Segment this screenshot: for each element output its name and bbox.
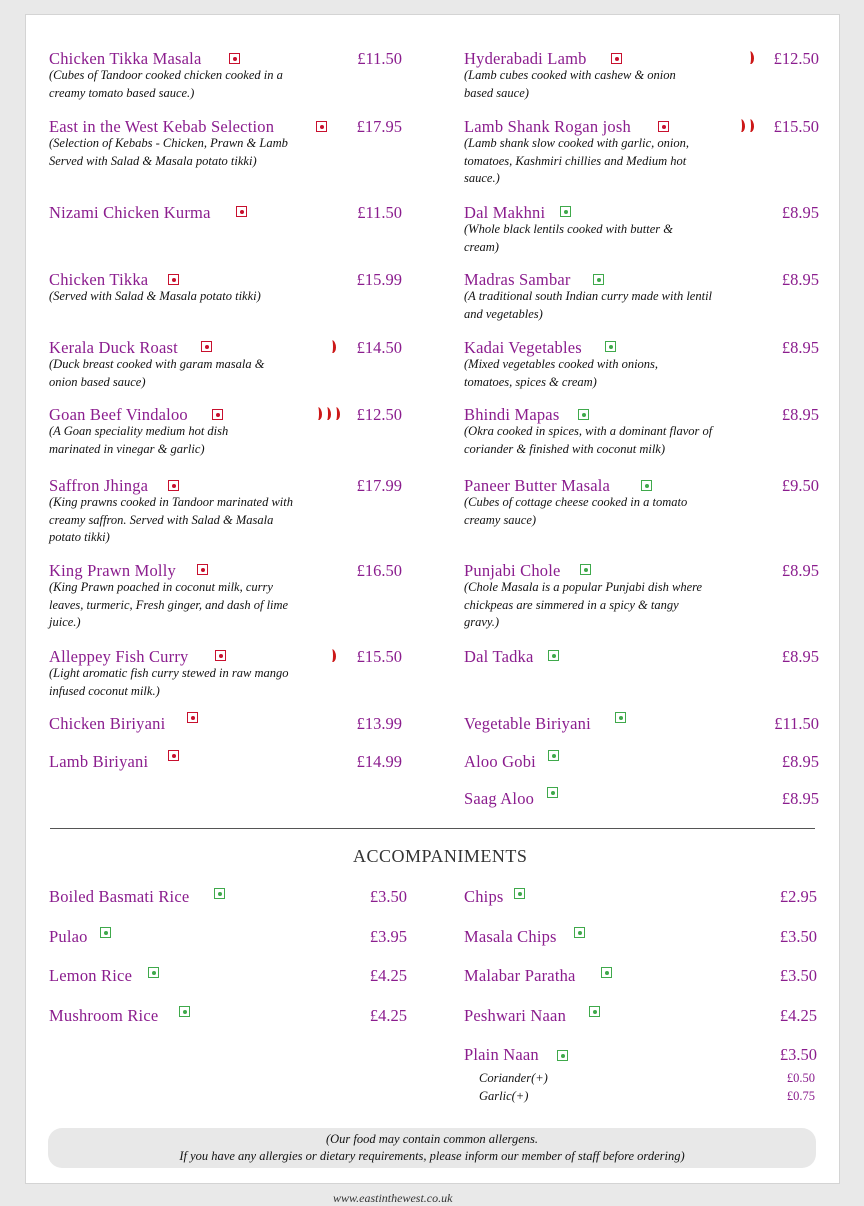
addon-name: Coriander(+) <box>479 1071 548 1085</box>
menu-item-price: £8.95 <box>781 338 819 357</box>
menu-item-description: (Selection of Kebabs - Chicken, Prawn & Lamb Served with Salad & Masala potato tikki) <box>49 136 288 168</box>
non-veg-icon <box>168 480 179 491</box>
menu-item-price: £16.50 <box>356 561 402 580</box>
menu-item-name: Punjabi Chole <box>464 561 561 580</box>
menu-item-name: Malabar Paratha <box>464 966 576 985</box>
section-divider <box>50 828 815 829</box>
menu-item-price: £8.95 <box>781 752 819 771</box>
veg-icon <box>560 206 571 217</box>
veg-icon <box>100 927 111 938</box>
menu-item-description: (King prawns cooked in Tandoor marinated with creamy saffron. Served with Salad & Masala potato tikki) <box>49 495 293 544</box>
menu-item-description: (A traditional south Indian curry made with lentil and vegetables) <box>464 289 713 321</box>
non-veg-icon <box>611 53 622 64</box>
non-veg-icon <box>201 341 212 352</box>
menu-item-description: (Okra cooked in spices, with a dominant flavor of coriander & finished with coconut milk) <box>464 424 713 456</box>
menu-item-name: Saag Aloo <box>464 789 535 808</box>
addon-name: Garlic(+) <box>479 1089 529 1103</box>
non-veg-icon <box>187 712 198 723</box>
non-veg-icon <box>236 206 247 217</box>
non-veg-icon <box>215 650 226 661</box>
menu-item-price: £12.50 <box>356 405 402 424</box>
menu-item-price: £8.95 <box>781 270 819 289</box>
menu-item-price: £8.95 <box>781 789 819 808</box>
veg-icon <box>548 650 559 661</box>
menu-item-description: (Cubes of cottage cheese cooked in a tomato creamy sauce) <box>464 495 688 527</box>
addon-price: £0.50 <box>786 1071 815 1085</box>
veg-icon <box>578 409 589 420</box>
non-veg-icon <box>168 750 179 761</box>
footer-url: www.eastinthewest.co.uk <box>333 1191 453 1205</box>
menu-item-price: £4.25 <box>779 1006 817 1025</box>
accompaniments-heading: ACCOMPANIMENTS <box>353 846 528 866</box>
veg-icon <box>557 1050 568 1061</box>
menu-item-price: £15.50 <box>773 117 819 136</box>
menu-item-name: Boiled Basmati Rice <box>49 887 190 906</box>
veg-icon <box>574 927 585 938</box>
menu-item-description: (Whole black lentils cooked with butter & cream) <box>464 222 673 254</box>
non-veg-icon <box>658 121 669 132</box>
menu-item-description: (Lamb shank slow cooked with garlic, onion, tomatoes, Kashmiri chillies and Medium hot sauce.) <box>464 136 689 185</box>
menu-item-price: £11.50 <box>774 714 819 733</box>
menu-item-name: Dal Tadka <box>464 647 534 666</box>
addon-price: £0.75 <box>786 1089 815 1103</box>
menu-item-price: £8.95 <box>781 647 819 666</box>
menu-item-name: Chicken Tikka Masala <box>49 49 202 68</box>
menu-item-price: £3.50 <box>369 887 407 906</box>
menu-item-price: £17.95 <box>356 117 402 136</box>
menu-item-name: Kadai Vegetables <box>464 338 582 357</box>
menu-item-name: Lamb Shank Rogan josh <box>464 117 631 136</box>
veg-icon <box>179 1006 190 1017</box>
menu-item-description: (Lamb cubes cooked with cashew & onion based sauce) <box>464 68 676 100</box>
veg-icon <box>601 967 612 978</box>
menu-item-name: Lamb Biriyani <box>49 752 149 771</box>
menu-item-price: £4.25 <box>369 1006 407 1025</box>
menu-item-price: £13.99 <box>356 714 402 733</box>
menu-item-name: Pulao <box>49 927 88 946</box>
menu-item-price: £8.95 <box>781 405 819 424</box>
menu-item-name: Saffron Jhinga <box>49 476 149 495</box>
menu-item-name: East in the West Kebab Selection <box>49 117 275 136</box>
menu-item-name: Aloo Gobi <box>464 752 536 771</box>
menu-item-price: £8.95 <box>781 561 819 580</box>
menu-item-name: King Prawn Molly <box>49 561 176 580</box>
veg-icon <box>593 274 604 285</box>
menu-item-description: (Served with Salad & Masala potato tikki) <box>49 289 261 303</box>
menu-item-name: Chicken Tikka <box>49 270 149 289</box>
menu-item-name: Hyderabadi Lamb <box>464 49 587 68</box>
menu-item-price: £3.50 <box>779 927 817 946</box>
allergen-line-1: (Our food may contain common allergens. <box>325 1132 538 1146</box>
menu-item-price: £8.95 <box>781 203 819 222</box>
menu-item-name: Masala Chips <box>464 927 557 946</box>
allergen-line-2: If you have any allergies or dietary requirements, please inform our member of staff before ordering) <box>179 1149 685 1163</box>
veg-icon <box>580 564 591 575</box>
menu-item-name: Alleppey Fish Curry <box>49 647 189 666</box>
menu-item-description: (Chole Masala is a popular Punjabi dish where chickpeas are simmered in a spicy & tangy gravy.) <box>464 580 703 629</box>
menu-item-price: £11.50 <box>357 203 402 222</box>
menu-item-name: Paneer Butter Masala <box>464 476 611 495</box>
menu-item-name: Lemon Rice <box>49 966 133 985</box>
menu-item-description: (Cubes of Tandoor cooked chicken cooked in a creamy tomato based sauce.) <box>49 68 283 100</box>
veg-icon <box>615 712 626 723</box>
menu-item-description: (A Goan speciality medium hot dish marinated in vinegar & garlic) <box>49 424 229 456</box>
menu-item-name: Dal Makhni <box>464 203 546 222</box>
veg-icon <box>641 480 652 491</box>
menu-item-name: Nizami Chicken Kurma <box>49 203 211 222</box>
veg-icon <box>214 888 225 899</box>
veg-icon <box>514 888 525 899</box>
menu-item-price: £3.95 <box>369 927 407 946</box>
menu-item-price: £9.50 <box>781 476 819 495</box>
veg-icon <box>605 341 616 352</box>
non-veg-icon <box>168 274 179 285</box>
veg-icon <box>548 750 559 761</box>
menu-item-price: £17.99 <box>356 476 402 495</box>
non-veg-icon <box>197 564 208 575</box>
menu-item-price: £14.50 <box>356 338 402 357</box>
menu-item-price: £3.50 <box>779 1045 817 1064</box>
menu-item-description: (King Prawn poached in coconut milk, curry leaves, turmeric, Fresh ginger, and dash of lime juice.) <box>49 580 289 629</box>
menu-item-name: Madras Sambar <box>464 270 571 289</box>
menu-item-price: £14.99 <box>356 752 402 771</box>
menu-item-name: Goan Beef Vindaloo <box>49 405 188 424</box>
menu-item-name: Plain Naan <box>464 1045 539 1064</box>
menu-item-price: £15.50 <box>356 647 402 666</box>
allergen-notice <box>48 1128 816 1168</box>
menu-page <box>25 14 840 1184</box>
menu-item-price: £4.25 <box>369 966 407 985</box>
veg-icon <box>589 1006 600 1017</box>
veg-icon <box>547 787 558 798</box>
menu-item-price: £11.50 <box>357 49 402 68</box>
menu-item-name: Chips <box>464 887 504 906</box>
non-veg-icon <box>212 409 223 420</box>
menu-item-price: £3.50 <box>779 966 817 985</box>
menu-item-price: £15.99 <box>356 270 402 289</box>
menu-item-description: (Duck breast cooked with garam masala & onion based sauce) <box>49 357 265 389</box>
menu-item-name: Chicken Biriyani <box>49 714 166 733</box>
veg-icon <box>148 967 159 978</box>
menu-item-name: Bhindi Mapas <box>464 405 560 424</box>
menu-item-name: Kerala Duck Roast <box>49 338 178 357</box>
menu-item-description: (Mixed vegetables cooked with onions, tomatoes, spices & cream) <box>464 357 659 389</box>
menu-item-name: Mushroom Rice <box>49 1006 159 1025</box>
menu-item-description: (Light aromatic fish curry stewed in raw mango infused coconut milk.) <box>49 666 289 698</box>
menu-item-price: £12.50 <box>773 49 819 68</box>
menu-item-name: Vegetable Biriyani <box>464 714 591 733</box>
non-veg-icon <box>229 53 240 64</box>
menu-item-price: £2.95 <box>779 887 817 906</box>
menu-item-name: Peshwari Naan <box>464 1006 567 1025</box>
non-veg-icon <box>316 121 327 132</box>
